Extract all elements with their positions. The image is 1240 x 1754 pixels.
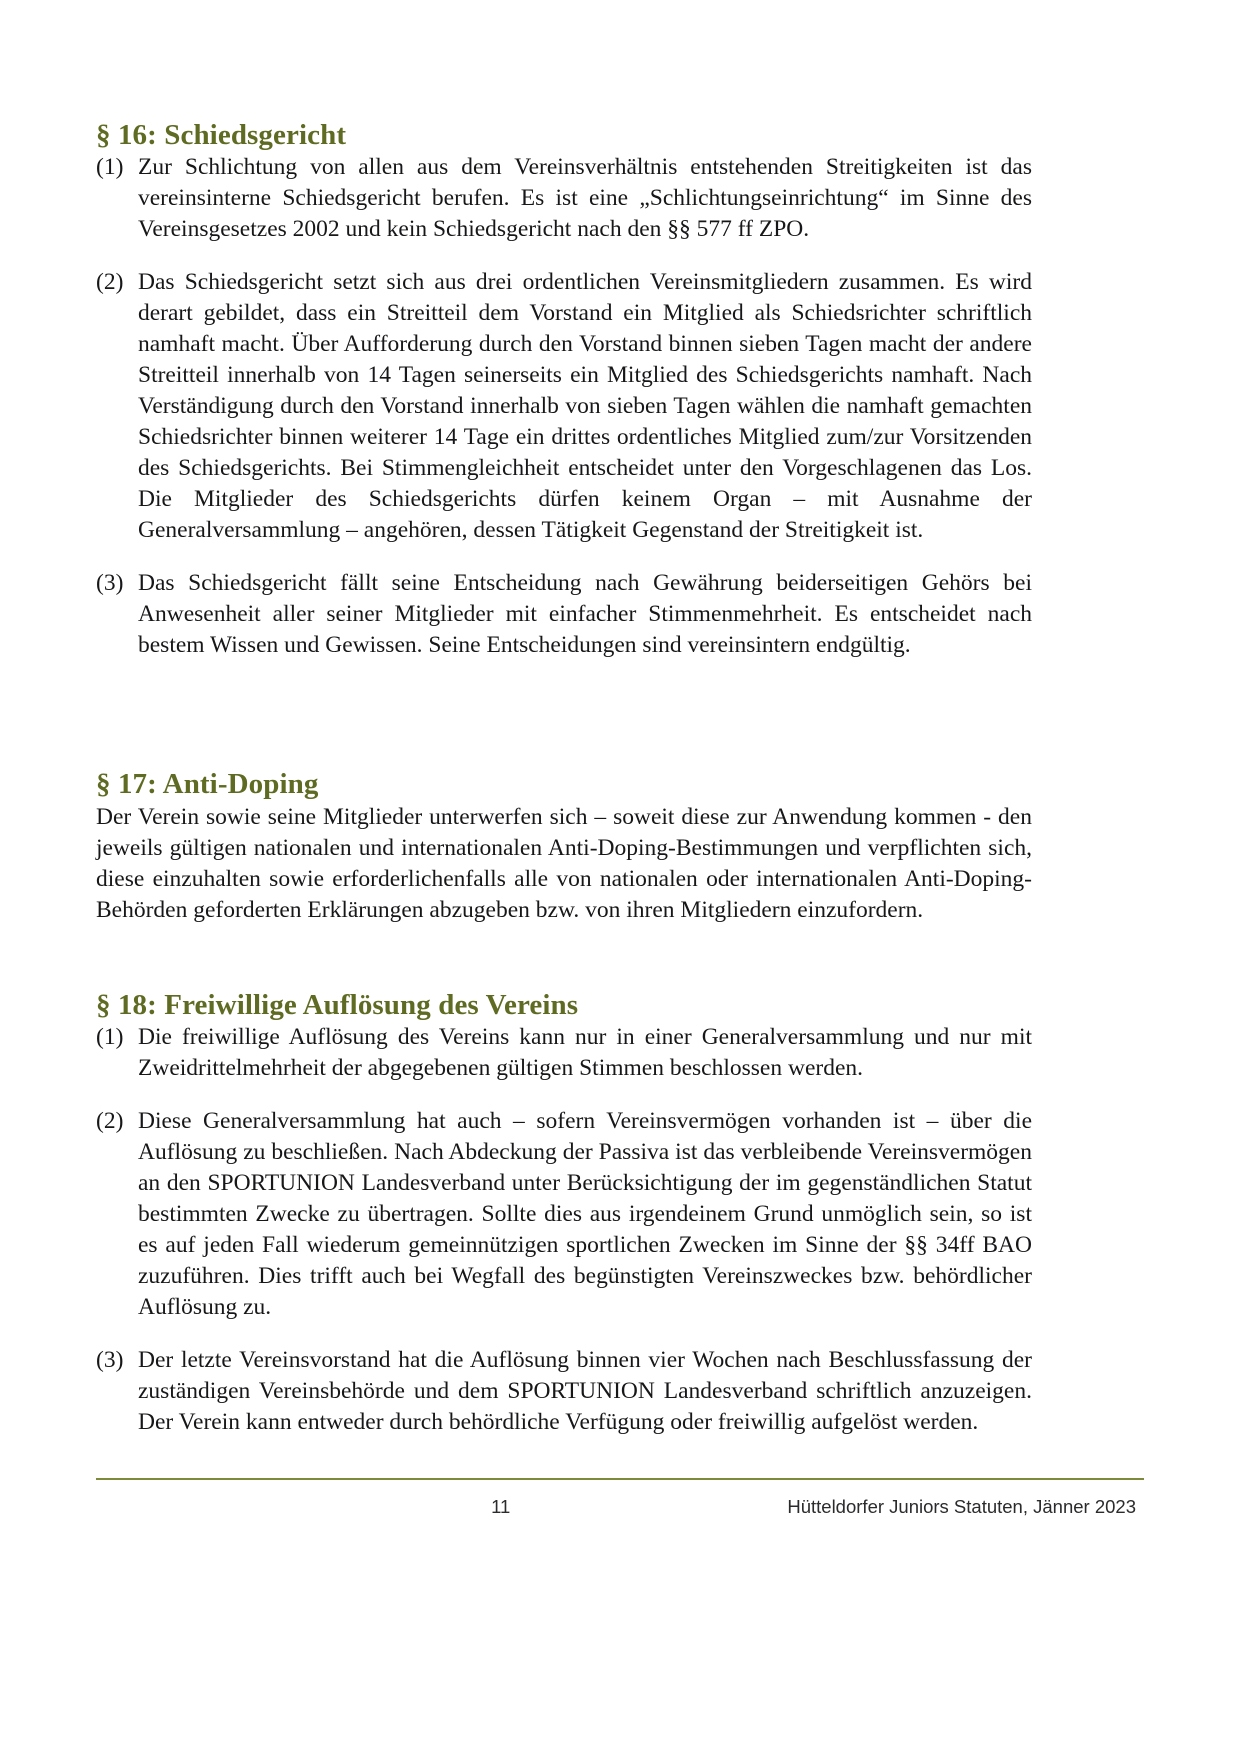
page-content bbox=[96, 118, 1032, 1438]
paragraph-text: Diese Generalversammlung hat auch – sofern Vereinsvermögen vorhanden ist – über die Auflösung zu beschließen. Nach Abdeckung der Passiva ist das verbleibende Vereinsvermögen an den SPORTUNION Landesverband unter Berücksichtigung der im gegenständlichen Statut bestimmten Zwecke zu übertragen. Sollte dies aus irgendeinem Grund unmöglich sein, so ist es auf jeden Fall wiederum gemeinnützigen sportlichen Zwecken im Sinne der §§ 34ff BAO zuzuführen. Dies trifft auch bei Wegfall des begünstigten Vereinszweckes bzw. behördlicher Auflösung zu. bbox=[138, 1107, 1032, 1321]
footer-row bbox=[96, 1496, 1144, 1518]
paragraph-marker: (3) bbox=[96, 1347, 124, 1374]
paragraph-16-3 bbox=[96, 568, 1032, 661]
page-footer bbox=[96, 1478, 1144, 1518]
paragraph-16-2 bbox=[96, 267, 1032, 546]
footer-divider bbox=[96, 1478, 1144, 1480]
paragraph-16-1 bbox=[96, 152, 1032, 245]
paragraph-text: Der letzte Vereinsvorstand hat die Auflösung binnen vier Wochen nach Beschlussfassung der zuständigen Vereinsbehörde und dem SPORTUNION Landesverband schriftlich anzuzeigen. Der Verein kann entweder durch behördliche Verfügung oder freiwillig aufgelöst werden. bbox=[138, 1347, 1032, 1436]
paragraph-17-body: Der Verein sowie seine Mitglieder unterwerfen sich – soweit diese zur Anwendung kommen - den jeweils gültigen nationalen und internationalen Anti-Doping-Bestimmungen und verpflichten sich, diese einzuhalten sowie erforderlichenfalls alle von nationalen oder internationalen Anti-Doping-Behörden geforderten Erklärungen abzugeben bzw. von ihren Mitgliedern einzufordern. bbox=[96, 803, 1032, 923]
heading-section-16: § 16: Schiedsgericht bbox=[96, 119, 347, 151]
paragraph-18-3 bbox=[96, 1345, 1032, 1438]
paragraph-text: Die freiwillige Auflösung des Vereins kann nur in einer Generalversammlung und nur mit Zweidrittelmehrheit der abgegebenen gültigen Stimmen beschlossen werden. bbox=[138, 1023, 1032, 1081]
heading-section-17: § 17: Anti-Doping bbox=[96, 768, 319, 801]
heading-section-18: § 18: Freiwillige Auflösung des Vereins bbox=[96, 988, 579, 1021]
section-spacer bbox=[96, 926, 1032, 988]
section-spacer bbox=[96, 683, 1032, 767]
paragraph-18-2 bbox=[96, 1106, 1032, 1323]
paragraph-marker: (2) bbox=[96, 269, 124, 296]
paragraph-marker: (1) bbox=[96, 154, 124, 181]
paragraph-text: Das Schiedsgericht setzt sich aus drei ordentlichen Vereinsmitgliedern zusammen. Es wird derart gebildet, dass ein Streitteil dem Vorstand ein Mitglied als Schiedsrichter schriftlich namhaft macht. Über Aufforderung durch den Vorstand binnen sieben Tagen macht der andere Streitteil innerhalb von 14 Tagen seinerseits ein Mitglied des Schiedsgerichts namhaft. Nach Verständigung durch den Vorstand innerhalb von sieben Tagen wählen die namhaft gemachten Schiedsrichter binnen weiterer 14 Tage ein drittes ordentliches Mitglied zum/zur Vorsitzenden des Schiedsgerichts. Bei Stimmengleichheit entscheidet unter den Vorgeschlagenen das Los. Die Mitglieder des Schiedsgerichts dürfen keinem Organ – mit Ausnahme der Generalversammlung – angehören, dessen Tätigkeit Gegenstand der Streitigkeit ist. bbox=[138, 269, 1032, 544]
paragraph-marker: (3) bbox=[96, 570, 124, 597]
paragraph-text: Zur Schlichtung von allen aus dem Vereinsverhältnis entstehenden Streitigkeiten ist das vereinsinterne Schiedsgericht berufen. Es ist eine „Schlichtungseinrichtung“ im Sinne des Vereinsgesetzes 2002 und kein Schiedsgericht nach den §§ 577 ff ZPO. bbox=[138, 154, 1032, 243]
footer-page-number: 11 bbox=[491, 1496, 511, 1517]
paragraph-text: Das Schiedsgericht fällt seine Entscheidung nach Gewährung beiderseitigen Gehörs bei Anwesenheit aller seiner Mitglieder mit einfacher Stimmenmehrheit. Es entscheidet nach bestem Wissen und Gewissen. Seine Entscheidungen sind vereinsintern endgültig. bbox=[138, 570, 1032, 659]
footer-document-title: Hütteldorfer Juniors Statuten, Jänner 2023 bbox=[787, 1496, 1136, 1517]
paragraph-18-1 bbox=[96, 1022, 1032, 1084]
paragraph-marker: (2) bbox=[96, 1107, 124, 1134]
paragraph-marker: (1) bbox=[96, 1023, 124, 1050]
